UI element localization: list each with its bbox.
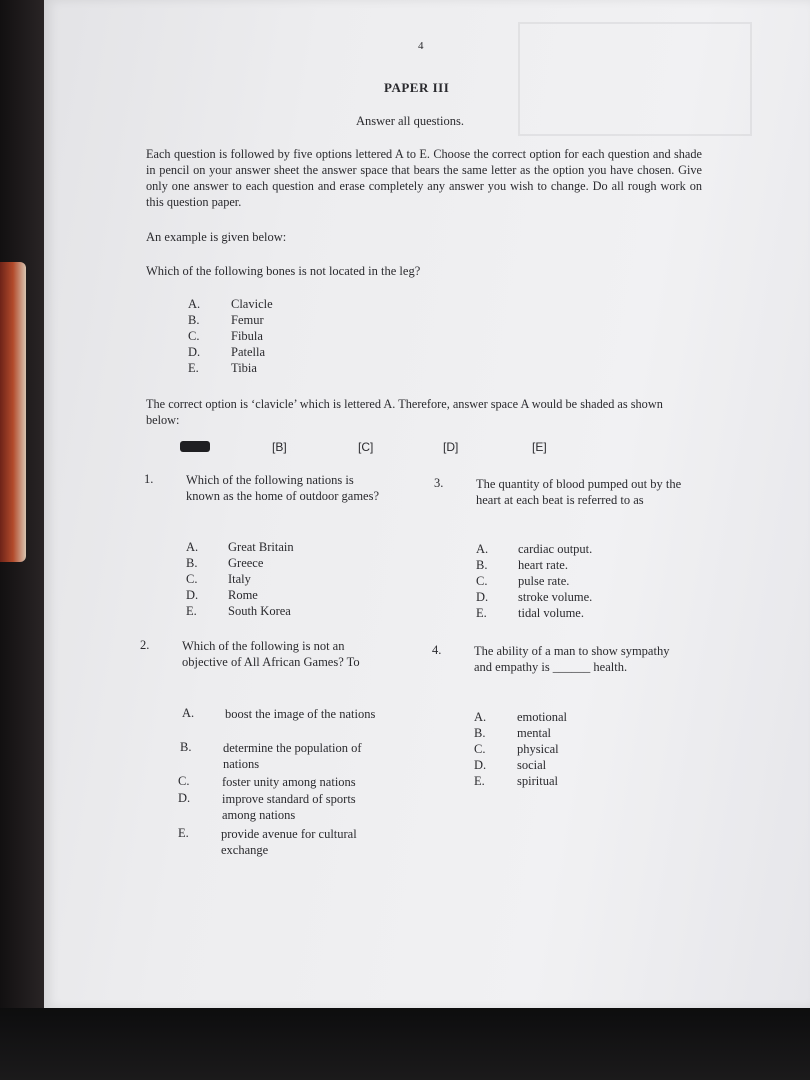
option-text: provide avenue for cultural exchange <box>221 827 357 857</box>
faint-watermark <box>518 22 752 136</box>
option-letter: A. <box>182 706 195 720</box>
correct-option-note: The correct option is ‘clavicle’ which is lettered A. Therefore, answer space A would be shaded as shown below: <box>146 397 663 427</box>
option-text: social <box>517 758 547 772</box>
option-text: Greece <box>228 556 264 570</box>
question-number: 3. <box>434 476 444 490</box>
option-letter: B. <box>180 740 192 754</box>
paper-title: PAPER III <box>384 80 450 95</box>
option-letter: C. <box>186 572 198 586</box>
option-text: emotional <box>517 710 567 724</box>
option-letter: E. <box>474 774 485 788</box>
option-text: spiritual <box>517 774 558 788</box>
example-option-letter: B. <box>188 313 200 327</box>
option-letter: C. <box>178 774 190 788</box>
option-text: Rome <box>228 588 258 602</box>
instructions: Each question is followed by five options lettered A to E. Choose the correct option for each question and shade in pencil on your answer sheet the answer space that bears the same letter as the option you have chosen. Give only one answer to each question and erase completely any answer you wish to change. Do all rough work on this question paper. <box>146 147 702 209</box>
option-letter: D. <box>178 791 191 805</box>
question-text: The quantity of blood pumped out by the heart at each beat is referred to as <box>476 477 682 507</box>
question-number: 4. <box>432 643 442 657</box>
table-surface-bottom <box>0 1008 810 1080</box>
option-letter: A. <box>474 710 487 724</box>
option-letter: B. <box>476 558 488 572</box>
option-text: foster unity among nations <box>222 775 356 789</box>
book-spine <box>0 262 26 562</box>
example-option-letter: E. <box>188 361 199 375</box>
question-number: 2. <box>140 638 150 652</box>
paper-subtitle: Answer all questions. <box>356 114 464 128</box>
question-number: 1. <box>144 472 154 486</box>
option-text: improve standard of sports among nations <box>222 792 356 822</box>
option-letter: D. <box>476 590 489 604</box>
option-letter: A. <box>476 542 489 556</box>
example-option-text: Tibia <box>231 361 257 375</box>
example-option-letter: D. <box>188 345 201 359</box>
option-text: cardiac output. <box>518 542 593 556</box>
option-letter: B. <box>474 726 486 740</box>
answer-space-c: [C] <box>358 440 374 454</box>
option-letter: E. <box>186 604 197 618</box>
example-option-text: Patella <box>231 345 266 359</box>
example-option-letter: C. <box>188 329 200 343</box>
option-letter: B. <box>186 556 198 570</box>
option-letter: D. <box>474 758 487 772</box>
option-text: physical <box>517 742 559 756</box>
option-letter: C. <box>474 742 486 756</box>
page-number: 4 <box>418 40 424 52</box>
option-text: pulse rate. <box>518 574 570 588</box>
option-text: Great Britain <box>228 540 294 554</box>
option-text: stroke volume. <box>518 590 593 604</box>
option-letter: E. <box>178 826 189 840</box>
example-option-text: Femur <box>231 313 264 327</box>
option-text: heart rate. <box>518 558 568 572</box>
question-text: The ability of a man to show sympathy and empathy is ______ health. <box>474 644 670 674</box>
option-text: boost the image of the nations <box>225 707 376 721</box>
shaded-answer-space-a <box>180 441 210 452</box>
example-option-letter: A. <box>188 297 201 311</box>
example-question: Which of the following bones is not located in the leg? <box>146 264 421 278</box>
example-option-text: Clavicle <box>231 297 273 311</box>
answer-space-b: [B] <box>272 440 287 454</box>
option-text: tidal volume. <box>518 606 584 620</box>
option-letter: C. <box>476 574 488 588</box>
option-text: mental <box>517 726 552 740</box>
example-intro: An example is given below: <box>146 230 287 244</box>
option-letter: A. <box>186 540 199 554</box>
option-text: determine the population of nations <box>223 741 362 771</box>
answer-space-d: [D] <box>443 440 459 454</box>
question-text: Which of the following is not an objective of All African Games? To <box>182 639 360 669</box>
option-text: South Korea <box>228 604 291 618</box>
answer-space-e: [E] <box>532 440 547 454</box>
question-text: Which of the following nations is known as the home of outdoor games? <box>186 473 380 503</box>
example-option-text: Fibula <box>231 329 263 343</box>
option-letter: E. <box>476 606 487 620</box>
option-letter: D. <box>186 588 199 602</box>
option-text: Italy <box>228 572 251 586</box>
